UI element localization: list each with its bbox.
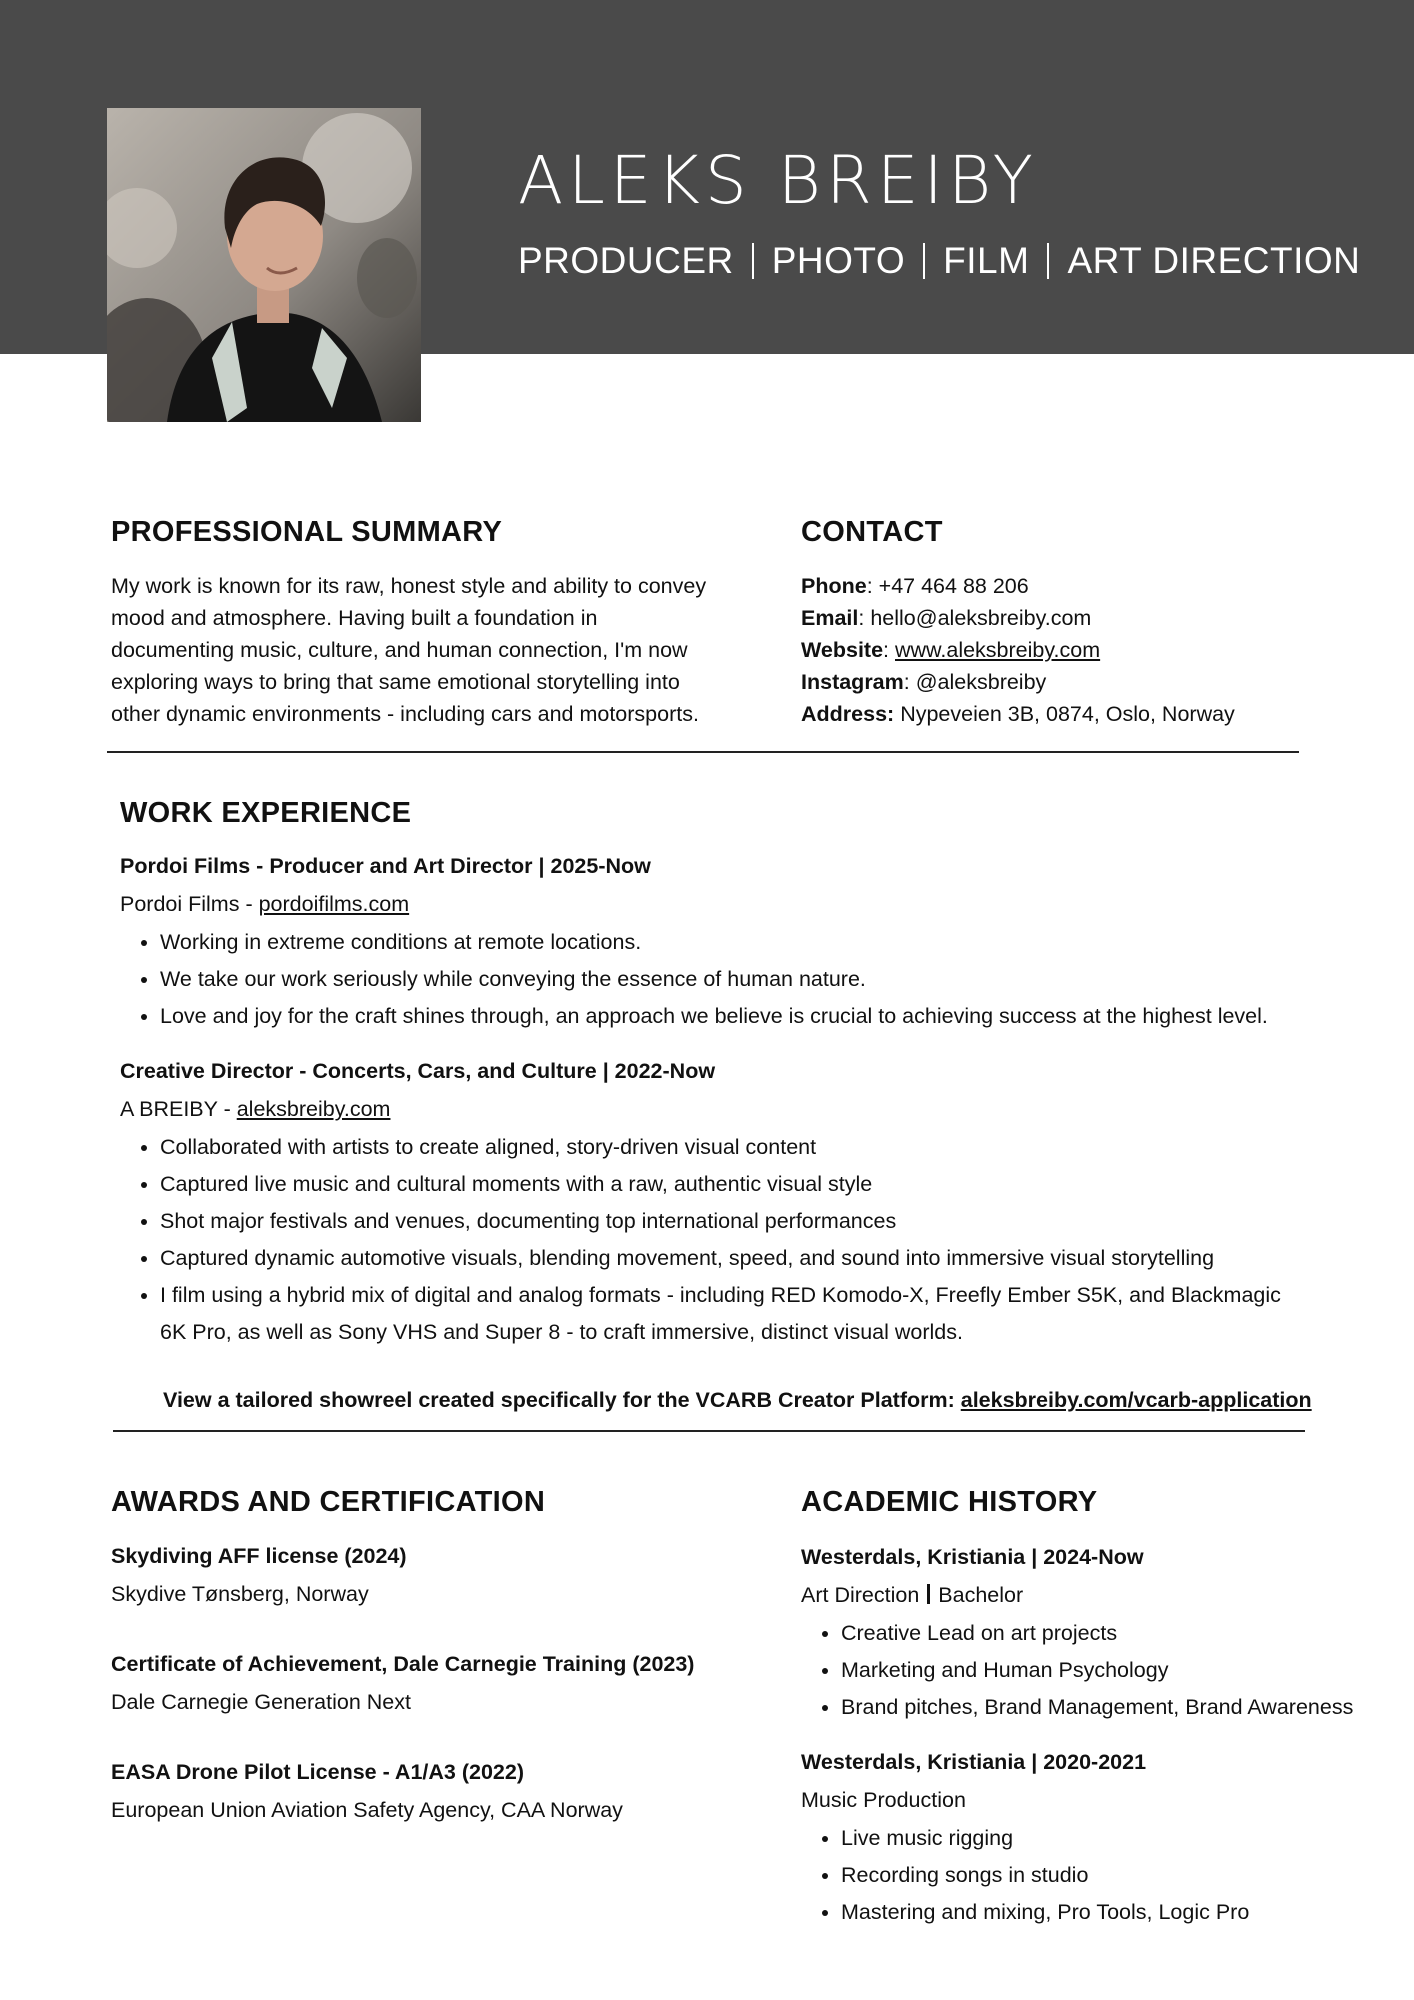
program-divider: [927, 1584, 930, 1604]
divider-top: [107, 751, 1299, 753]
contact-block: [801, 570, 1361, 730]
candidate-name: ALEKS BREIBY: [518, 142, 1038, 219]
award-item: [111, 1540, 731, 1610]
award-org: Dale Carnegie Generation Next: [111, 1690, 411, 1714]
list-item: • Live music rigging: [841, 1820, 1401, 1857]
degree-name: Bachelor: [938, 1583, 1024, 1607]
list-item: • Collaborated with artists to create aligned, story-driven visual content: [160, 1129, 1300, 1166]
list-item: • We take our work seriously while conveying the essence of human nature.: [160, 961, 1300, 998]
work-heading: WORK EXPERIENCE: [120, 797, 412, 829]
contact-website: Website: www.aleksbreiby.com: [801, 638, 1101, 662]
award-title: EASA Drone Pilot License - A1/A3 (2022): [111, 1760, 524, 1784]
contact-heading: CONTACT: [801, 516, 943, 548]
role-divider: [752, 243, 754, 279]
list-item: • Working in extreme conditions at remote locations.: [160, 924, 1300, 961]
showreel-link[interactable]: aleksbreiby.com/vcarb-application: [960, 1388, 1312, 1412]
job-title: Creative Director - Concerts, Cars, and Culture | 2022-Now: [120, 1059, 716, 1083]
address-label: Address:: [801, 702, 895, 726]
list-item: • Mastering and mixing, Pro Tools, Logic Pro: [841, 1894, 1401, 1931]
role-art-direction: ART DIRECTION: [1067, 240, 1361, 281]
list-item: • Marketing and Human Psychology: [841, 1652, 1401, 1689]
contact-email: Email: hello@aleksbreiby.com: [801, 606, 1092, 630]
list-item: • Brand pitches, Brand Management, Brand Awareness: [841, 1689, 1401, 1726]
list-item: • Creative Lead on art projects: [841, 1615, 1401, 1652]
list-item: • Captured live music and cultural moments with a raw, authentic visual style: [160, 1166, 1300, 1203]
job-title: Pordoi Films - Producer and Art Director | 2025-Now: [120, 854, 651, 878]
awards-list: [111, 1540, 731, 1864]
showreel-text: View a tailored showreel created specifically for the VCARB Creator Platform:: [163, 1388, 961, 1412]
program: [801, 1784, 1401, 1816]
list-item: • Love and joy for the craft shines through, an approach we believe is crucial to achieving success at the highest level.: [160, 998, 1300, 1035]
email-value[interactable]: hello@aleksbreiby.com: [870, 606, 1092, 630]
contact-phone: Phone: +47 464 88 206: [801, 574, 1029, 598]
profile-photo: [107, 108, 421, 422]
job-bullets: [120, 1129, 1300, 1351]
academic-list: [801, 1541, 1401, 1931]
company-name: A BREIBY -: [120, 1097, 237, 1121]
role-film: FILM: [943, 240, 1030, 281]
website-link[interactable]: www.aleksbreiby.com: [895, 638, 1101, 662]
award-item: [111, 1648, 731, 1718]
awards-heading: AWARDS AND CERTIFICATION: [111, 1486, 546, 1518]
education-bullets: [801, 1820, 1401, 1931]
job-entry: [120, 1055, 1300, 1351]
list-item: • I film using a hybrid mix of digital and analog formats - including RED Komodo-X, Freefly Ember S5K, and Blackmagic 6K Pro, as well as Sony VHS and Super 8 - to craft immersive, distinct visual worlds.: [160, 1277, 1300, 1351]
role-photo: PHOTO: [771, 240, 906, 281]
school-title: Westerdals, Kristiania | 2020-2021: [801, 1750, 1147, 1774]
contact-instagram: Instagram: @aleksbreiby: [801, 670, 1047, 694]
instagram-label: Instagram: [801, 670, 904, 694]
list-item: • Captured dynamic automotive visuals, blending movement, speed, and sound into immersive visual storytelling: [160, 1240, 1300, 1277]
list-item: • Recording songs in studio: [841, 1857, 1401, 1894]
summary-heading: PROFESSIONAL SUMMARY: [111, 516, 503, 548]
award-org: European Union Aviation Safety Agency, CAA Norway: [111, 1798, 623, 1822]
company-name: Pordoi Films -: [120, 892, 259, 916]
job-entry: [120, 850, 1300, 1035]
role-divider: [923, 243, 925, 279]
award-title: Certificate of Achievement, Dale Carnegie Training (2023): [111, 1652, 695, 1676]
program-name: Music Production: [801, 1788, 966, 1812]
contact-address: [801, 698, 1361, 730]
summary-text: My work is known for its raw, honest style and ability to convey mood and atmosphere. Having built a foundation in documenting music, culture, and human connection, I'm now exploring ways to bring that same emotional storytelling into other dynamic environments - including cars and motorsports.: [111, 574, 707, 726]
list-item: • Shot major festivals and venues, documenting top international performances: [160, 1203, 1300, 1240]
phone-label: Phone: [801, 574, 867, 598]
education-entry: [801, 1746, 1401, 1931]
email-label: Email: [801, 606, 859, 630]
instagram-handle[interactable]: @aleksbreiby: [915, 670, 1047, 694]
job-company: [120, 888, 1300, 920]
phone-value[interactable]: +47 464 88 206: [878, 574, 1029, 598]
school-title: Westerdals, Kristiania | 2024-Now: [801, 1545, 1144, 1569]
award-item: [111, 1756, 731, 1826]
address-value: Nypeveien 3B, 0874, Oslo, Norway: [900, 702, 1235, 726]
award-org: Skydive Tønsberg, Norway: [111, 1582, 369, 1606]
job-company: [120, 1093, 1300, 1125]
education-bullets: [801, 1615, 1401, 1726]
program: [801, 1579, 1401, 1611]
program-name: Art Direction: [801, 1583, 920, 1607]
divider-bottom: [113, 1430, 1305, 1432]
website-label: Website: [801, 638, 884, 662]
academic-heading: ACADEMIC HISTORY: [801, 1486, 1098, 1518]
role-producer: PRODUCER: [518, 240, 734, 281]
job-bullets: [120, 924, 1300, 1035]
work-experience: [120, 850, 1300, 1351]
role-list: [518, 240, 1360, 282]
award-title: Skydiving AFF license (2024): [111, 1544, 407, 1568]
education-entry: [801, 1541, 1401, 1726]
showreel-callout: [163, 1388, 1312, 1413]
company-link[interactable]: pordoifilms.com: [258, 892, 410, 916]
company-link[interactable]: aleksbreiby.com: [236, 1097, 391, 1121]
role-divider: [1047, 243, 1049, 279]
